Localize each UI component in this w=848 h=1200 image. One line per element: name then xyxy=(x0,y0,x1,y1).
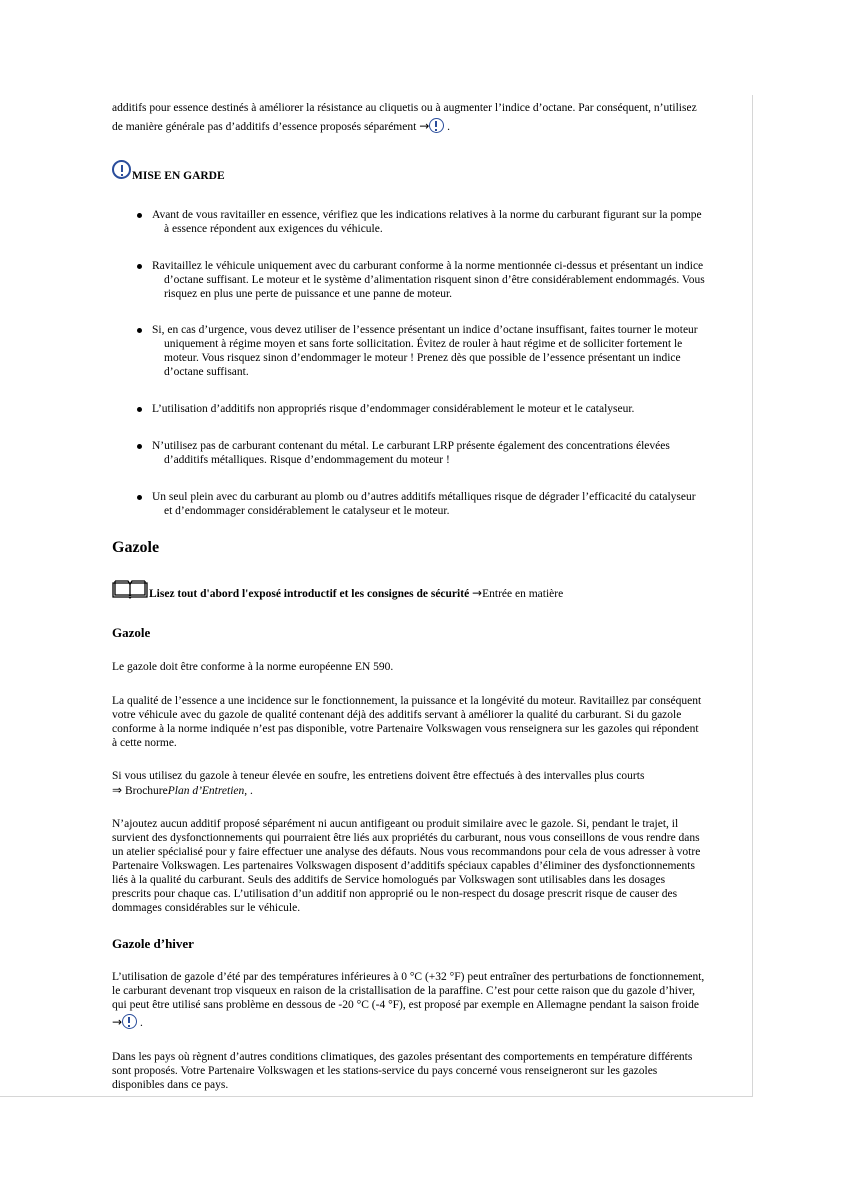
bullet-line: d’octane suffisant. xyxy=(164,366,249,378)
read-first-notice xyxy=(112,580,563,601)
warning-icon[interactable] xyxy=(122,1014,137,1029)
bullet-line: d’additifs métalliques. Risque d’endommagement du moteur ! xyxy=(164,454,450,466)
intro-line-2: de manière générale pas d’additifs d’essence proposés séparément xyxy=(112,121,417,133)
text-line: La qualité de l’essence a une incidence sur le fonctionnement, la puissance et la longévité du moteur. Ravitaillez par conséquent xyxy=(112,695,702,707)
bullet-line: N’utilisez pas de carburant contenant du métal. Le carburant LRP présente également des concentrations élevées xyxy=(152,440,670,452)
bullet-dot xyxy=(137,264,142,269)
warning-title: MISE EN GARDE xyxy=(132,170,225,182)
warning-bullet-2 xyxy=(137,259,737,301)
intro-arrow: → xyxy=(419,119,430,133)
gazole-paragraph-1: Le gazole doit être conforme à la norme européenne EN 590. xyxy=(112,661,394,673)
warning-bullet-1 xyxy=(137,208,737,236)
section-title: Gazole xyxy=(112,539,160,556)
ref-plan-entretien[interactable]: Plan d’Entretien xyxy=(167,785,245,797)
text-line: conforme à la norme indiquée n’est pas disponible, votre Partenaire Volkswagen vous renseignera sur les gazoles qui répondent xyxy=(112,723,699,735)
ref-brochure[interactable]: Brochure xyxy=(124,785,168,797)
bullet-line: Si, en cas d’urgence, vous devez utiliser de l’essence présentant un indice d’octane insuffisant, faites tourner le moteur xyxy=(152,324,698,336)
warning-icon[interactable] xyxy=(429,118,444,133)
warning-heading xyxy=(112,160,225,183)
page-bottom-border xyxy=(0,1096,753,1097)
bullet-dot xyxy=(137,495,142,500)
read-first-text: Lisez tout d'abord l'exposé introductif et les consignes de sécurité xyxy=(149,588,470,600)
text-line: qui peut être utilisé sans problème en dessous de -20 °C (-4 °F), est proposé par exemple en Allemagne pendant la saison froide xyxy=(112,999,699,1011)
text-line: Partenaire Volkswagen. Les partenaires Volkswagen disposent d’additifs spéciaux capables d’éliminer des dysfonctionnements xyxy=(112,860,695,872)
hiver-tail: . xyxy=(139,1017,143,1029)
bullet-line: uniquement à régime moyen et sans forte sollicitation. Évitez de rouler à haut régime et de solliciter fortement le xyxy=(164,338,683,350)
ref-tail: , . xyxy=(244,785,253,797)
text-line: à cette norme. xyxy=(112,737,177,749)
bullet-line: à essence répondent aux exigences du véhicule. xyxy=(164,223,383,235)
page-right-border xyxy=(752,95,753,1097)
gazole-paragraph-2 xyxy=(112,694,742,750)
bullet-dot xyxy=(137,213,142,218)
warning-bullet-3 xyxy=(137,323,737,379)
ref-arrow: ⇒ xyxy=(112,783,123,797)
bullet-line: d’octane suffisant. Le moteur et le système d’alimentation risquent sinon d’être considérablement endommagés. Vous xyxy=(164,274,705,286)
text-line: disponibles dans ce pays. xyxy=(112,1079,229,1091)
bullet-line: Avant de vous ravitailler en essence, vérifiez que les indications relatives à la norme du carburant figurant sur la pompe xyxy=(152,209,702,221)
hiver-arrow: → xyxy=(112,1015,123,1029)
text-line: votre véhicule avec du gazole de qualité contenant déjà des additifs servant à améliorer la qualité du carburant. Si du gazole xyxy=(112,709,682,721)
bullet-dot xyxy=(137,407,142,412)
text-line: liés à la qualité du carburant. Seuls des additifs de Service homologués par Volkswagen sont utilisables dans les dosages xyxy=(112,874,666,886)
bullet-line: et d’endommager considérablement le catalyseur et le moteur. xyxy=(164,505,450,517)
intro-tail: . xyxy=(447,121,450,133)
text-line: survient des dysfonctionnements qui pourraient être liés aux propriétés du carburant, nous vous conseillons de vous rendre dans xyxy=(112,832,700,844)
warning-bullet-5 xyxy=(137,439,737,467)
text-line: le carburant devenant trop visqueux en raison de la cristallisation de la paraffine. C’est pour cette raison que du gazole d’hiver, xyxy=(112,985,696,997)
intro-paragraph xyxy=(112,101,742,138)
bullet-dot xyxy=(137,328,142,333)
hiver-heading: Gazole d’hiver xyxy=(112,936,194,951)
text-line: dommages considérables sur le véhicule. xyxy=(112,902,301,914)
text-line: N’ajoutez aucun additif proposé séparément ni aucun antifigeant ou produit similaire avec le gazole. Si, pendant le trajet, il xyxy=(112,818,679,830)
book-icon xyxy=(112,580,149,599)
text-line: un atelier spécialisé pour y faire effectuer une analyse des défauts. Nous vous recommandons pour cela de vous adresser à votre xyxy=(112,846,701,858)
bullet-dot xyxy=(137,444,142,449)
text-line: Si vous utilisez du gazole à teneur élevée en soufre, les entretiens doivent être effectués à des intervalles plus courts xyxy=(112,770,645,782)
bullet-line: moteur. Vous risquez sinon d’endommager le moteur ! Prenez dès que possible de l’essence présentant un indice xyxy=(164,352,681,364)
bullet-line: risquez en plus une perte de puissance et une panne de moteur. xyxy=(164,288,453,300)
read-first-arrow: → xyxy=(472,586,483,600)
bullet-line: Ravitaillez le véhicule uniquement avec du carburant conforme à la norme mentionnée ci-dessus et présentant un indice xyxy=(152,260,704,272)
text-line: Dans les pays où règnent d’autres conditions climatiques, des gazoles présentant des comportements en température différents xyxy=(112,1051,693,1063)
bullet-line: L’utilisation d’additifs non appropriés risque d’endommager considérablement le moteur et le catalyseur. xyxy=(152,403,635,415)
hiver-paragraph-1 xyxy=(112,970,742,1033)
gazole-paragraph-3 xyxy=(112,769,742,798)
warning-bullet-6 xyxy=(137,490,737,518)
intro-line-1: additifs pour essence destinés à améliorer la résistance au cliquetis ou à augmenter l’indice d’octane. Par conséquent, n’utilisez xyxy=(112,102,697,114)
text-line: prescrits pour chaque cas. L’utilisation d’un additif non approprié ou le non-respect du dosage prescrit risque de causer des xyxy=(112,888,678,900)
warning-icon xyxy=(112,160,131,179)
gazole-paragraph-4 xyxy=(112,817,742,915)
hiver-paragraph-2 xyxy=(112,1050,742,1092)
warning-bullet-4 xyxy=(137,402,737,416)
read-first-link[interactable]: Entrée en matière xyxy=(482,588,564,600)
text-line: L’utilisation de gazole d’été par des températures inférieures à 0 °C (+32 °F) peut entraîner des perturbations de fonctionnement, xyxy=(112,971,705,983)
text-line: sont proposés. Votre Partenaire Volkswagen et les stations-service du pays concerné vous renseigneront sur les gazoles xyxy=(112,1065,658,1077)
gazole-heading: Gazole xyxy=(112,625,151,640)
bullet-line: Un seul plein avec du carburant au plomb ou d’autres additifs métalliques risque de dégrader l’efficacité du catalyseur xyxy=(152,491,696,503)
